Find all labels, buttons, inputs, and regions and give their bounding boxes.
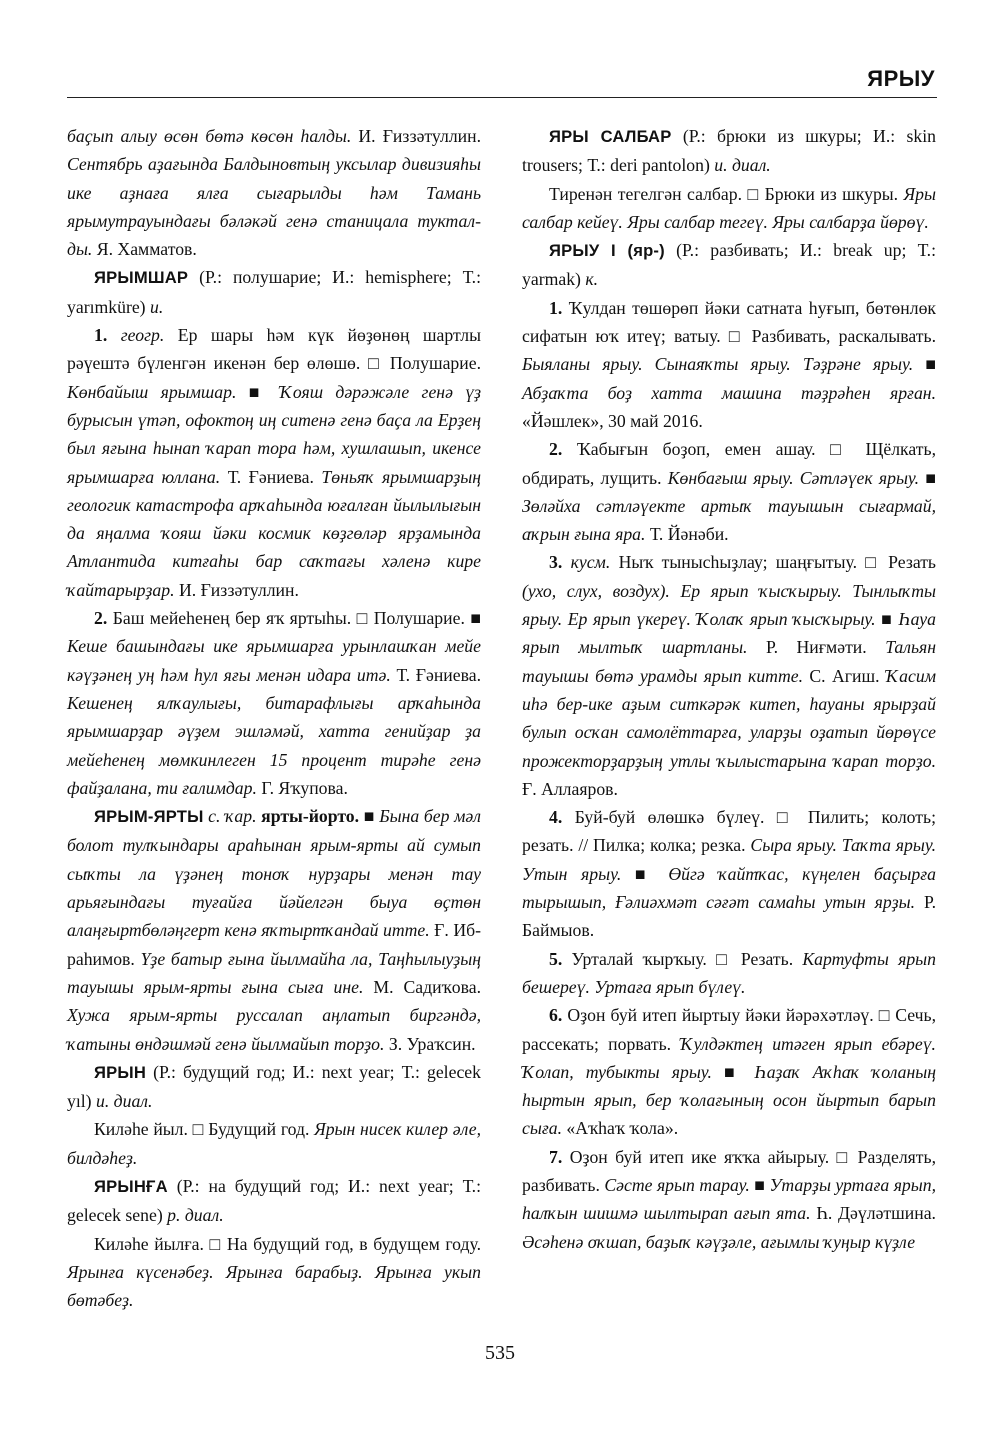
headword: ЯРЫУ I (яр-) — [549, 241, 665, 261]
definition-text: Ҡабығын боҙоп, емен ашау. □ Щёлкать, обдирать, лущить. — [522, 439, 936, 488]
definition-text: Киләhе йылға. □ На будущий год, в будущем году. — [94, 1233, 481, 1254]
translation-gloss: (Р.: полушарие; И.: hemisphere; Т.: yarımküre) — [67, 267, 481, 317]
header-rule — [67, 97, 937, 98]
sense-number: 7. — [549, 1146, 570, 1167]
example-text: Ҡояш дәрәжәле генә үҙ бурысын үтәп, офоктоң иң ситенә генә баҫа ла Ерҙең был яғына һынап ҡарап тора һәм, хушлашып, икенсе ярымшарға юллана. — [67, 381, 481, 487]
sense-paragraph — [522, 180, 936, 237]
sense-paragraph — [522, 803, 936, 944]
sense-number: 1. — [94, 325, 121, 346]
running-head: ЯРЫУ — [867, 66, 935, 91]
citation-marker: ■ — [470, 608, 482, 629]
headword: ЯРЫМ-ЯРТЫ — [94, 807, 204, 827]
source-citation: Т. Ғәниева. — [390, 664, 482, 685]
headword: ЯРЫ САЛБАР — [549, 127, 672, 146]
usage-label: кусм. — [570, 552, 611, 573]
source-citation: И. Ғиззәтуллин. — [174, 579, 299, 600]
translation-gloss: (Р.: будущий год; И.: next year; Т.: gelecek yıl) — [67, 1061, 481, 1112]
source-citation: Т. Йәнәби. — [645, 524, 729, 545]
definition-text: Тиренән тегелгән салбар. □ Брюки из шкуры. — [549, 183, 904, 204]
sense-paragraph — [522, 435, 936, 548]
definition-text: Киләhе йыл. □ Будущий год. — [94, 1119, 315, 1140]
sense-number: 6. — [549, 1005, 568, 1026]
page-number: 535 — [485, 1342, 515, 1364]
dictionary-entry-head — [67, 1058, 481, 1116]
example-text: Көнбайыш ярымшар. — [67, 381, 237, 402]
example-text: Тальян тауышы бөтә урамды ярып китте. — [522, 637, 936, 686]
example-text: Ярын нисек килер әле, билдәhеҙ. — [67, 1119, 481, 1168]
example-text: Үҙе батыр ғына йылмайhа ла, Таңhылыуҙың тауышы ярым-ярты ғына сыға ине. — [67, 948, 481, 997]
usage-label: геогр. — [120, 325, 165, 346]
part-of-speech: и. диал. — [714, 155, 771, 176]
citation-marker: ■ — [711, 1061, 755, 1082]
example-text: Зөләйха сәтләүекте артыҡ тауышын сығармай, аҡрын ғына яра. — [522, 495, 936, 545]
headword: ЯРЫНҒА — [94, 1176, 168, 1196]
example-text: Бына бер мәл болот тулҡындары араhынан ярым-ярты ай сумып сыҡты ла үҙәнең тоноҡ нурҙары менән тау арьяғындағы туғайға йәйелгән быуа өҫтөн алаңғыртбөләңгерт кенә яҡтыртҡандай итте. — [67, 806, 481, 941]
definition-text: Ныҡ тынысhыҙлау; шаңғытыу. □ Резать — [610, 552, 937, 573]
example-text: Һауа ярып мылтыҡ шартланы. — [522, 609, 936, 658]
example-text: баҫып алыу өсөн бөтә көсөн һалды. — [67, 126, 352, 146]
translation-gloss: (Р.: разбивать; И.: break up; Т.: yarmak) — [522, 240, 936, 290]
source-citation: З. Ураҡсин. — [384, 1033, 476, 1054]
source-citation: «Йәшлек», 30 май 2016. — [522, 410, 703, 431]
definition-text: Оҙон буй итеп ике яҡҡа айырыу. □ Разделять, разбивать. — [522, 1146, 936, 1195]
sense-paragraph — [522, 1143, 936, 1256]
sense-paragraph — [522, 945, 936, 1002]
example-text: Абҙаҡта боҙ хатта машина тәҙрәhен ярған. — [522, 382, 936, 403]
example-text: Сыра ярыу. Таҡта ярыу. Утын ярыу. — [522, 835, 936, 884]
dictionary-entry-head — [67, 802, 481, 1058]
example-text: Әсәhенә оҡшап, баҙыҡ кәүҙәле, ағымлы ҡуңыр күҙле — [522, 1231, 916, 1252]
example-text: Кешенең ялҡаулығы, битарафлығы арҡаhында ярымшарҙар әүҙем эшләмәй, хатта генийҙар ҙа мейеhенең мөмкинлеген 15 процент тиpәhе генә файҙалана, ти ғалимдар. — [67, 692, 481, 798]
citation-marker: ■ — [359, 806, 380, 827]
source-citation: Р. Ниғмәти. — [747, 637, 886, 658]
definition-text: Баш мейеhенең бер яҡ яртыhы. □ Полушарие. — [112, 608, 471, 629]
citation-marker: ■ — [919, 467, 936, 488]
example-text: Төньяҡ ярымшарҙың геологик катастрофа арҡаhында юғалған йылылығын да яңалма ҡояш йәки космик көҙгөләр ярҙамында Атлантида китғаhы бар саҡтағы хәленә кире ҡайтарырҙар. — [67, 466, 482, 600]
left-column — [67, 122, 481, 1314]
example-text: Быяланы ярыу. Сынаяҡты ярыу. Тәҙрәне ярыу. — [522, 354, 914, 375]
example-text: Сәсте ярып тарау. — [604, 1174, 750, 1195]
example-text: Көнбағыш ярыу. Сәтләүек ярыу. — [667, 467, 920, 488]
citation-marker: ■ — [621, 863, 669, 884]
sense-number: 2. — [549, 439, 577, 460]
source-citation: С. Агиш. — [803, 665, 886, 686]
source-citation: М. Садиҡова. — [363, 976, 481, 997]
definition-text: Ҡулдан төшөрөп йәки сатната һуғып, бөтөнлөк сифатын юҡ итеү; ватыу. □ Разбивать, раскалывать. — [522, 297, 937, 347]
example-text: Һаҙаҡ Аҡhаҡ ҡоланың һыртын ярып, бер ҡолағының осон йыртып барып сыға. — [522, 1061, 937, 1139]
source-citation: Т. Ғәниева. — [220, 466, 322, 487]
sense-number: 4. — [549, 807, 575, 828]
source-citation: «Аҡhаҡ ҡола». — [562, 1118, 679, 1139]
source-citation: Һ. Дәүләтшина. — [810, 1203, 936, 1224]
source-citation: И. Ғиззәтуллин. — [351, 126, 482, 146]
example-text: Ҡасим иhә бер-ике аҙым ситкәрәк китеп, һауаны ярырҙай булып осҡан самолёттарға, уларҙы оҙатып йөрөүсе прожекторҙарҙың утлы ҡылыстарына ҡарап торҙо. — [522, 665, 936, 771]
part-of-speech: к. — [585, 269, 599, 290]
part-of-speech: и. диал. — [95, 1091, 153, 1112]
example-text: Кеше башындағы ике ярымшарға урынлашҡан мейе кәүҙәнең уң һәм һул яғы менән идара итә. — [67, 636, 481, 685]
citation-marker: ■ — [236, 381, 280, 402]
source-citation: Г. Яҡупова. — [256, 777, 348, 798]
sense-paragraph — [522, 1001, 936, 1142]
example-text: Өйгә ҡайтҡас, күңелен баҫырға тырышып, Ғәлиәхмәт сәғәт самаhы утын ярҙы. — [522, 863, 937, 913]
translation-gloss: (Р.: на будущий год; И.: next year; Т.: gelecek sene) — [67, 1175, 481, 1226]
source-citation: Р. Баймыов. — [522, 892, 936, 941]
part-of-speech: р. диал. — [167, 1205, 224, 1226]
sense-paragraph — [67, 1115, 481, 1172]
headword: ЯРЫМШАР — [94, 268, 189, 288]
example-text: Яры салбар кейеү. Яры салбар тегеү. Яры салбарҙа йөрөү. — [522, 183, 936, 232]
sense-number: 5. — [549, 948, 572, 969]
translation-gloss: (Р.: брюки из шкуры; И.: skin trousers; Т.: deri pantolon) — [522, 126, 936, 176]
citation-marker: ■ — [913, 354, 936, 375]
sense-paragraph — [67, 1230, 481, 1315]
sense-paragraph — [67, 604, 481, 802]
dictionary-entry-head — [522, 122, 936, 180]
cross-reference: ярты-йорто. — [261, 806, 360, 827]
right-column — [522, 122, 936, 1256]
source-citation: Я. Хамматов. — [92, 239, 197, 260]
example-text: Ер ярып ҡысҡырыу. Тынлыҡты ярыу. Ер ярып үкереү. Ҡолаҡ ярып ҡысҡырыу. — [522, 580, 936, 630]
sense-number: 1. — [549, 297, 569, 318]
entry-continuation — [67, 122, 481, 263]
citation-marker: ■ — [749, 1174, 770, 1195]
definition-text: Ер шары һәм күк йөҙөнөң шартлы рәүештә бүленгән икенән бер өлөшө. □ Полушарие. — [67, 325, 482, 374]
citation-marker: ■ — [875, 609, 899, 630]
sense-paragraph — [522, 294, 936, 435]
part-of-speech: с. ҡар. — [203, 806, 262, 827]
example-text: Сентябрь аҙағында Балдыновтың уксылар дивизияhы ике аҙнаға ялға сығарылды һәм Тамань ярымутрауындағы бәләкәй генә станицала тукталды. — [67, 154, 481, 260]
sense-paragraph — [522, 548, 936, 803]
sense-number: 3. — [549, 552, 571, 573]
example-text: Ҡулдәктең итәген ярып ебәреү. Ҡолап, тубыкты ярыу. — [522, 1033, 936, 1082]
example-text: Ярынға күсенәбеҙ. Ярынға барабыҙ. Ярынға укып бөтәбеҙ. — [67, 1261, 481, 1311]
definition-text: Урталай ҡырҡыу. □ Резать. — [571, 948, 803, 969]
source-citation: Ғ. Аллаяров. — [522, 778, 618, 799]
headword: ЯРЫН — [94, 1062, 147, 1082]
source-citation: Ғ. Ибраhимов. — [67, 920, 481, 969]
part-of-speech: и. — [150, 296, 164, 317]
dictionary-entry-head — [67, 263, 481, 321]
sense-number: 2. — [94, 608, 113, 629]
example-text: Картуфты ярып бешереү. Уртаға ярып бүлеү. — [522, 948, 936, 997]
dictionary-entry-head — [522, 236, 936, 294]
example-text: Хужа ярым-ярты руссалап аңлатып биргәндә, ҡатыны өндәшмәй генә йылмайып торҙо. — [67, 1005, 481, 1054]
dictionary-entry-head — [67, 1172, 481, 1230]
sense-paragraph — [67, 321, 481, 604]
example-text: Утарҙы уртаға ярып, һалҡын шишмә шылтырап ағып ята. — [522, 1174, 937, 1224]
definition-text: Буй-буй өлөшкә бүлеү. □ Пилить; колоть; резать. // Пилка; колка; резка. — [522, 807, 937, 856]
definition-text: Оҙон буй итеп йыртыу йәки йәрәхәтләү. □ Сечь, рассекать; порвать. — [522, 1005, 937, 1054]
gloss-note: (ухо, слух, воздух). — [522, 580, 670, 601]
